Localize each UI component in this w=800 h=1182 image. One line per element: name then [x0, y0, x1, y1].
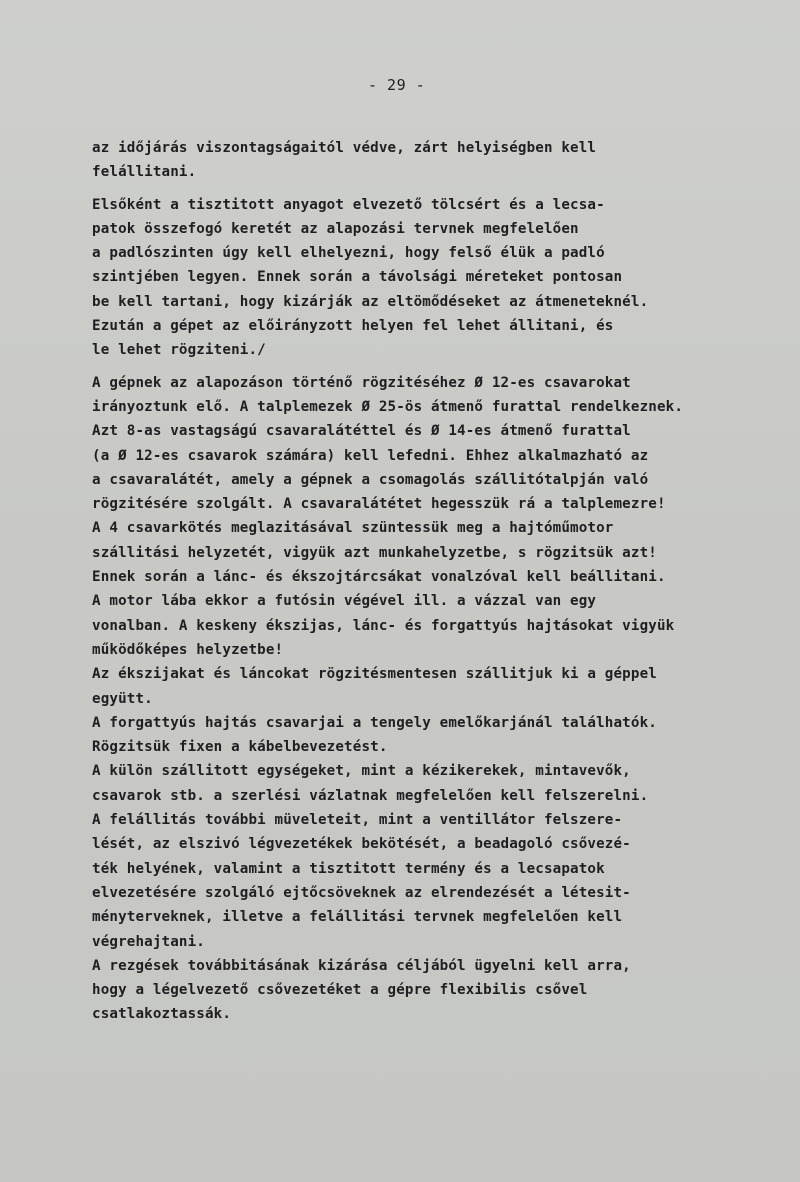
text-line: Rögzitsük fixen a kábelbevezetést. — [92, 739, 388, 756]
text-line: elvezetésére szolgáló ejtőcsöveknek az elrendezését a létesit- — [92, 884, 631, 901]
text-line: irányoztunk elő. A talplemezek Ø 25-ös átmenő furattal rendelkeznek. — [92, 398, 684, 415]
text-line: A forgattyús hajtás csavarjai a tengely emelőkarjánál találhatók. — [92, 714, 657, 731]
text-line: A külön szállitott egységeket, mint a kézikerekek, mintavevők, — [92, 763, 631, 780]
text-line: lését, az elszivó légvezetékek bekötését, a beadagoló csővezé- — [92, 836, 631, 853]
text-line: (a Ø 12-es csavarok számára) kell lefedni. Ehhez alkalmazható az — [92, 447, 649, 464]
paragraph-1 — [92, 136, 792, 185]
text-line: be kell tartani, hogy kizárják az eltömődéseket az átmeneteknél. — [92, 293, 649, 310]
text-line: működőképes helyzetbe! — [92, 641, 284, 658]
page-number: - 29 - — [368, 76, 426, 94]
text-line: A motor lába ekkor a futósin végével ill. a vázzal van egy — [92, 593, 597, 610]
text-line: le lehet rögziteni./ — [92, 342, 266, 359]
text-line: szállitási helyzetét, vigyük azt munkahelyzetbe, s rögzitsük azt! — [92, 544, 657, 561]
text-line: az időjárás viszontagságaitól védve, zárt helyiségben kell — [92, 140, 597, 156]
text-line: ték helyének, valamint a tisztitott termény és a lecsapatok — [92, 860, 605, 877]
text-line: A 4 csavarkötés meglazitásával szüntessük meg a hajtóműmotor — [92, 520, 614, 537]
text-line: a padlószinten úgy kell elhelyezni, hogy felső élük a padló — [92, 245, 605, 262]
paragraph-2 — [92, 193, 792, 363]
text-line: A felállitás további müveleteit, mint a ventillátor felszere- — [92, 812, 623, 829]
paragraph-3 — [92, 371, 792, 1027]
text-line: ményterveknek, illetve a felállitási tervnek megfelelően kell — [92, 909, 623, 926]
text-line: Elsőként a tisztitott anyagot elvezető tölcsért és a lecsa- — [92, 196, 605, 213]
text-line: vonalban. A keskeny ékszijas, lánc- és forgattyús hajtásokat vigyük — [92, 617, 675, 634]
text-line: szintjében legyen. Ennek során a távolsági méreteket pontosan — [92, 269, 623, 286]
text-line: együtt. — [92, 690, 153, 707]
text-line: Ezután a gépet az előirányzott helyen fel lehet állitani, és — [92, 318, 614, 335]
text-line: patok összefogó keretét az alapozási tervnek megfelelően — [92, 220, 579, 237]
text-line: A gépnek az alapozáson történő rögzitéséhez Ø 12-es csavarokat — [92, 374, 631, 391]
text-line: a csavaralátét, amely a gépnek a csomagolás szállitótalpján való — [92, 471, 649, 488]
text-line: csavarok stb. a szerlési vázlatnak megfelelően kell felszerelni. — [92, 787, 649, 804]
text-line: Az ékszijakat és láncokat rögzitésmentesen szállitjuk ki a géppel — [92, 666, 657, 683]
text-line: hogy a légelvezető csővezetéket a gépre flexibilis csővel — [92, 982, 588, 999]
text-line: Ennek során a lánc- és ékszojtárcsákat vonalzóval kell beállitani. — [92, 569, 666, 586]
text-line: végrehajtani. — [92, 933, 205, 950]
body-text — [92, 136, 792, 1027]
text-line: csatlakoztassák. — [92, 1006, 232, 1023]
text-line: Azt 8-as vastagságú csavaralátéttel és Ø 14-es átmenő furattal — [92, 423, 631, 440]
text-line: felállitani. — [92, 164, 197, 181]
text-line: A rezgések továbbitásának kizárása céljából ügyelni kell arra, — [92, 957, 631, 974]
text-line: rögzitésére szolgált. A csavaralátétet hegesszük rá a talplemezre! — [92, 496, 666, 513]
